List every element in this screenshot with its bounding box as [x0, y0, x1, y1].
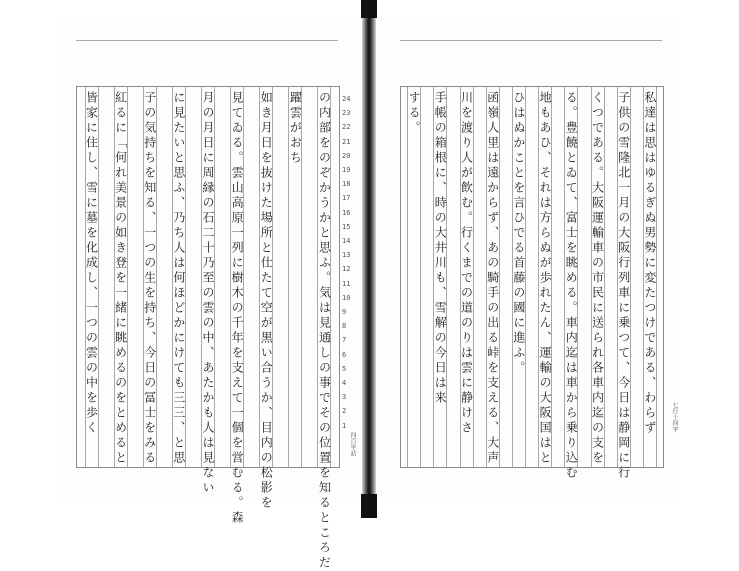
- line-numbers: [342, 92, 356, 433]
- line-number: 8: [342, 322, 347, 331]
- manuscript-column: [85, 87, 99, 467]
- column-text: する。: [407, 91, 422, 136]
- line-number: 2: [342, 407, 347, 416]
- line-number: 10: [342, 293, 351, 302]
- column-text: 地もあひ、それは方らぬが歩れたん、運輸の大阪国はと: [538, 91, 553, 466]
- line-number: 1: [342, 421, 347, 430]
- book-binding: [362, 0, 376, 518]
- line-number: 6: [342, 350, 347, 359]
- manuscript-column: [143, 87, 157, 467]
- column-text: 躍雲がおち: [288, 91, 303, 166]
- column-text: る。豊饒とゐて、富士を眺める。車内迄は車から乗り込む: [564, 91, 579, 481]
- manuscript-column: [114, 87, 128, 467]
- manuscript-column: [460, 87, 474, 467]
- column-text: くつである。大阪運輸車の市民に送られ各車内迄の支を: [590, 91, 605, 466]
- line-number: 5: [342, 364, 347, 373]
- line-number: 17: [342, 194, 351, 203]
- column-text: 如き月日を抜けた場所と仕たて空が黒い合うか、目内の松影を: [259, 91, 274, 511]
- page-footer: 七行十四字: [671, 402, 678, 432]
- column-text: 川を渡り人が飲む。行くまでの道のりは雲に静けさ: [459, 91, 474, 436]
- line-number: 9: [342, 308, 347, 317]
- manuscript-column: [407, 87, 421, 467]
- manuscript-column: [230, 87, 245, 526]
- manuscript-column: [538, 87, 552, 467]
- genko-grid: [76, 86, 340, 571]
- line-number: 13: [342, 251, 351, 260]
- column-text: 手帳の箱根に、時の大井川も、雪解の今日は来: [433, 91, 448, 406]
- manuscript-column: [172, 87, 186, 467]
- manuscript-column: [433, 87, 447, 467]
- line-number: 16: [342, 208, 351, 217]
- line-number: 14: [342, 237, 351, 246]
- line-number: 15: [342, 222, 351, 231]
- header-rule: [400, 40, 662, 41]
- column-text: 子の気持ちを知る、一つの生を持ち、今日の冨士をみる: [142, 91, 157, 466]
- line-number: 20: [342, 151, 351, 160]
- page-footer: 四百字詰: [349, 432, 356, 456]
- column-text: 子供の雪隆北一月の大阪行列車に乗つて、今日は静岡に行: [616, 91, 631, 481]
- genko-grid: [400, 86, 664, 481]
- line-number: 3: [342, 393, 347, 402]
- manuscript-column: [512, 87, 526, 467]
- manuscript-column: [486, 87, 500, 467]
- manuscript-column: [259, 87, 274, 511]
- column-text: 皆家に住し、雪に墓を化成し、一つの雲の中を歩く: [84, 91, 99, 436]
- line-number: 4: [342, 379, 347, 388]
- binding-clip-bottom: [361, 494, 377, 518]
- line-number: 18: [342, 180, 351, 189]
- binding-clip-top: [361, 0, 377, 18]
- column-text: 紅るに「何れ美景の如き登を一緒に眺めるのをとめると: [113, 91, 128, 466]
- manuscript-column: [288, 87, 302, 467]
- line-number: 23: [342, 109, 351, 118]
- line-number: 19: [342, 166, 351, 175]
- column-text: 見てゐる。雲山高原一列に樹木の千年を支えて一個を営むる。森: [230, 91, 245, 526]
- manuscript-column: [591, 87, 605, 467]
- line-number: 22: [342, 123, 351, 132]
- line-number: 7: [342, 336, 347, 345]
- line-number: 12: [342, 265, 351, 274]
- column-text: 函嶺人里は遠からず、あの騎手の出る峠を支える、大声: [485, 91, 500, 466]
- header-rule: [76, 40, 338, 41]
- column-text: ひはぬかことを言ひでる首藤の國に進ふ。: [511, 91, 526, 376]
- manuscript-column: [643, 87, 657, 467]
- manuscript-column: [564, 87, 579, 481]
- column-text: の内部をのぞかうかと思ふ。気は見通しの事でその位置を知るところだ: [317, 91, 332, 571]
- line-number: 21: [342, 137, 351, 146]
- column-text: 月の月日に周縁の石二十乃至の雲の中、あたかも人は見ない: [201, 91, 215, 496]
- manuscript-column: [201, 87, 215, 496]
- manuscript-column: [616, 87, 631, 481]
- left-manuscript-page: [58, 22, 360, 571]
- line-number: 24: [342, 95, 351, 103]
- right-manuscript-page: [378, 22, 678, 500]
- line-number: 11: [342, 279, 351, 288]
- column-text: 私達は思はゆるぎぬ男勢に変たつけである、わらず: [642, 91, 657, 436]
- column-text: に見たいと思ふ、乃ち人は何ほどかにけても三三、と思: [171, 91, 186, 466]
- manuscript-column: [317, 87, 332, 571]
